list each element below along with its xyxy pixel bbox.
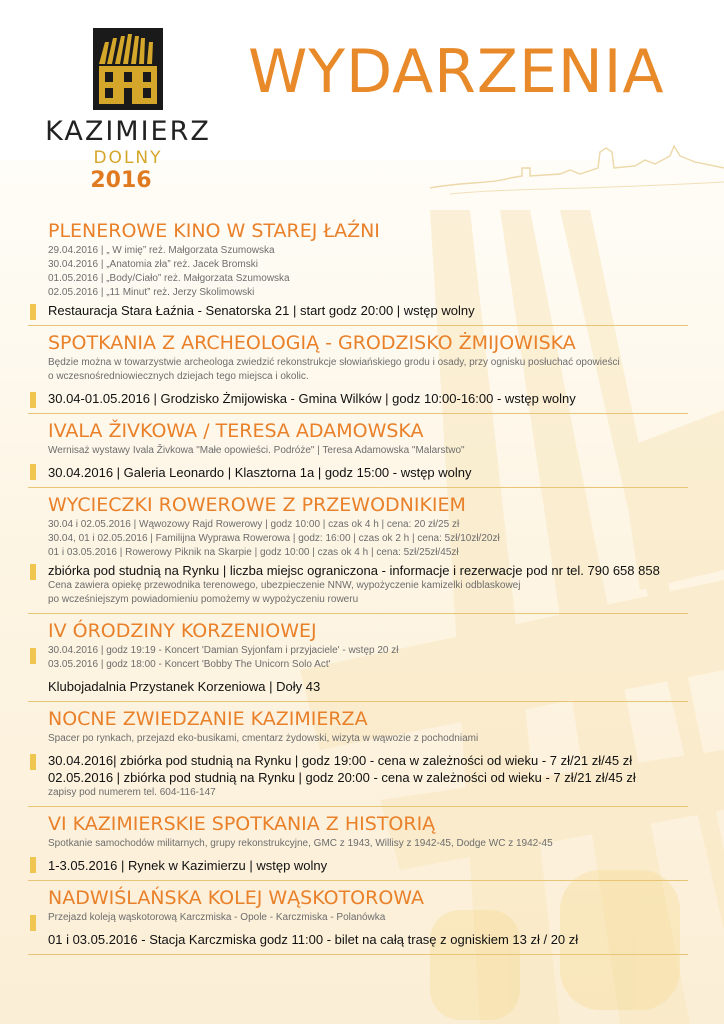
event-detail: 30.04.2016 | „Anatomia zła” reż. Jacek Bromski — [48, 259, 258, 270]
event-main-info: Klubojadalnia Przystanek Korzeniowa | Doły 43 — [48, 679, 321, 694]
event-detail: o wczesnośredniowiecznych dziejach tego miejsca i okolic. — [48, 371, 309, 382]
logo-name: KAZIMIERZ — [45, 116, 211, 147]
event-detail: Spotkanie samochodów militarnych, grupy rekonstrukcyjne, GMC z 1943, Willisy z 1942-45, Dodge WC z 1942-45 — [48, 838, 553, 849]
event-detail: 01 i 03.05.2016 | Rowerowy Piknik na Skarpie | godz 10:00 | czas ok 4 h | cena: 5zł/25zł/45zł — [48, 547, 459, 558]
event-title: SPOTKANIA Z ARCHEOLOGIĄ - GRODZISKO ŻMIJOWISKA — [48, 332, 576, 354]
event-note: Cena zawiera opiekę przewodnika terenowego, ubezpieczenie NNW, wypożyczenie kamizelki odblaskowej — [48, 580, 521, 591]
event-marker — [30, 304, 36, 320]
event-title: NOCNE ZWIEDZANIE KAZIMIERZA — [48, 708, 368, 730]
event-marker — [30, 464, 36, 480]
event-item — [28, 706, 688, 807]
event-title: NADWIŚLAŃSKA KOLEJ WĄSKOTOROWA — [48, 887, 425, 909]
logo — [28, 28, 228, 198]
event-item — [28, 618, 688, 702]
event-marker — [30, 392, 36, 408]
event-detail: 30.04.2016 | godz 19:19 - Koncert 'Damian Syjonfam i przyjaciele' - wstęp 20 zł — [48, 645, 399, 656]
town-skyline-drawing — [430, 138, 724, 198]
event-marker — [30, 915, 36, 931]
event-detail: Wernisaż wystawy Ivala Živkowa "Małe opowieści. Podróże" | Teresa Adamowska "Malarstwo" — [48, 445, 465, 456]
event-marker — [30, 648, 36, 664]
event-title: IV ÓRODZINY KORZENIOWEJ — [48, 620, 317, 642]
logo-year: 2016 — [90, 168, 152, 193]
event-detail: 02.05.2016 | „11 Minut” reż. Jerzy Skolimowski — [48, 287, 255, 298]
event-detail: 03.05.2016 | godz 18:00 - Koncert 'Bobby The Unicorn Solo Act' — [48, 659, 331, 670]
event-marker — [30, 564, 36, 580]
event-item — [28, 218, 688, 326]
logo-subtitle: DOLNY — [93, 148, 163, 168]
event-item — [28, 330, 688, 414]
event-title: IVALA ŽIVKOWA / TERESA ADAMOWSKA — [48, 420, 424, 442]
event-note: zapisy pod numerem tel. 604-116-147 — [48, 787, 216, 798]
event-note: po wcześniejszym powiadomieniu pomożemy w wypożyczeniu roweru — [48, 594, 359, 605]
town-hall-logo-icon — [93, 28, 163, 110]
event-marker — [30, 754, 36, 770]
event-detail: 29.04.2016 | „ W imię” reż. Małgorzata Szumowska — [48, 245, 275, 256]
event-title: VI KAZIMIERSKIE SPOTKANIA Z HISTORIĄ — [48, 813, 436, 835]
event-detail: 30.04, 01 i 02.05.2016 | Familijna Wyprawa Rowerowa | godz: 16:00 | czas ok 2 h | cena: 5zł/10zł/20zł — [48, 533, 500, 544]
event-detail: Spacer po rynkach, przejazd eko-busikami, cmentarz żydowski, wizyta w wąwozie z pochodniami — [48, 733, 479, 744]
event-main-info: 02.05.2016 | zbiórka pod studnią na Rynku | godz 20:00 - cena w zależności od wieku - 7 zł/21 zł/45 zł — [48, 770, 636, 785]
event-detail: 01.05.2016 | „Body/Ciało” reż. Małgorzata Szumowska — [48, 273, 290, 284]
event-marker — [30, 857, 36, 873]
event-main-info: Restauracja Stara Łaźnia - Senatorska 21 | start godz 20:00 | wstęp wolny — [48, 303, 475, 318]
page-title: WYDARZENIA — [248, 37, 665, 107]
event-title: WYCIECZKI ROWEROWE Z PRZEWODNIKIEM — [48, 494, 466, 516]
event-main-info: 01 i 03.05.2016 - Stacja Karczmiska godz 11:00 - bilet na całą trasę z ogniskiem 13 zł / 20 zł — [48, 932, 579, 947]
event-main-info: 30.04.2016 | Galeria Leonardo | Klasztorna 1a | godz 15:00 - wstęp wolny — [48, 465, 472, 480]
event-main-info: 1-3.05.2016 | Rynek w Kazimierzu | wstęp wolny — [48, 858, 328, 873]
event-main-info: 30.04.2016| zbiórka pod studnią na Rynku | godz 19:00 - cena w zależności od wieku - 7 zł/21 zł/45 zł — [48, 753, 633, 768]
event-list — [28, 218, 688, 955]
event-main-info: 30.04-01.05.2016 | Grodzisko Żmijowiska - Gmina Wilków | godz 10:00-16:00 - wstęp wolny — [48, 391, 576, 406]
event-detail: Przejazd koleją wąskotorową Karczmiska - Opole - Karczmiska - Polanówka — [48, 912, 386, 923]
event-item — [28, 492, 688, 614]
event-item — [28, 811, 688, 881]
event-item — [28, 885, 688, 955]
event-item — [28, 418, 688, 488]
event-detail: 30.04 i 02.05.2016 | Wąwozowy Rajd Rowerowy | godz 10:00 | czas ok 4 h | cena: 20 zł/25 zł — [48, 519, 460, 530]
event-title: PLENEROWE KINO W STAREJ ŁAŹNI — [48, 220, 380, 242]
event-detail: Będzie można w towarzystwie archeologa zwiedzić rekonstrukcje słowiańskiego grodu i osady, przy ognisku posłuchać opowieści — [48, 357, 620, 368]
event-main-info: zbiórka pod studnią na Rynku | liczba miejsc ograniczona - informacje i rezerwacje pod nr tel. 790 658 858 — [48, 563, 660, 578]
